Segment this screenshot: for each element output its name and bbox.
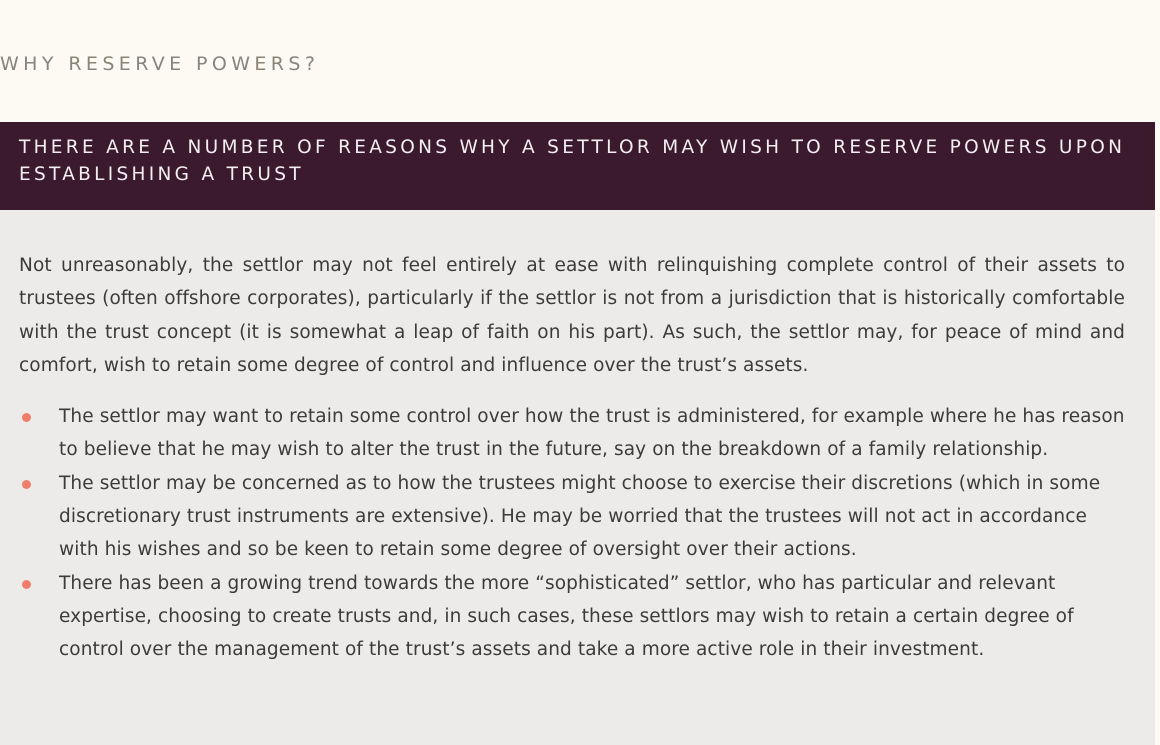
list-item xyxy=(19,467,1125,567)
list-item xyxy=(19,567,1125,667)
bullet-text: The settlor may be concerned as to how the trustees might choose to exercise their discretions (which in some discretionary trust instruments are extensive). He may be worried that the trustees will not act in accordance with his wishes and so be keen to retain some degree of oversight over their actions. xyxy=(59,472,1101,561)
bullet-dot-icon xyxy=(22,413,31,422)
bullet-text: The settlor may want to retain some control over how the trust is administered, for example where he has reason to believe that he may wish to alter the trust in the future, say on the breakdown of a family relationship. xyxy=(59,406,1125,461)
banner-heading: THERE ARE A NUMBER OF REASONS WHY A SETTLOR MAY WISH TO RESERVE POWERS UPON ESTABLISHING A TRUST xyxy=(19,137,1126,185)
heading-banner xyxy=(0,122,1155,210)
bullet-dot-icon xyxy=(22,580,31,589)
intro-paragraph: Not unreasonably, the settlor may not feel entirely at ease with relinquishing complete control of their assets to trustees (often offshore corporates), particularly if the settlor is not from a jurisdiction that is historically comfortable with the trust concept (it is somewhat a leap of faith on his part). As such, the settlor may, for peace of mind and comfort, wish to retain some degree of control and influence over the trust’s assets. xyxy=(19,255,1125,376)
bullet-dot-icon xyxy=(22,480,31,489)
reasons-list xyxy=(19,400,1125,666)
list-item xyxy=(19,400,1125,467)
section-label: WHY RESERVE POWERS? xyxy=(0,53,320,75)
bullet-text: There has been a growing trend towards the more “sophisticated” settlor, who has particular and relevant expertise, choosing to create trusts and, in such cases, these settlors may wish to retain a certain degree of control over the management of the trust’s assets and take a more active role in their investment. xyxy=(59,572,1074,661)
content-panel xyxy=(0,210,1155,745)
